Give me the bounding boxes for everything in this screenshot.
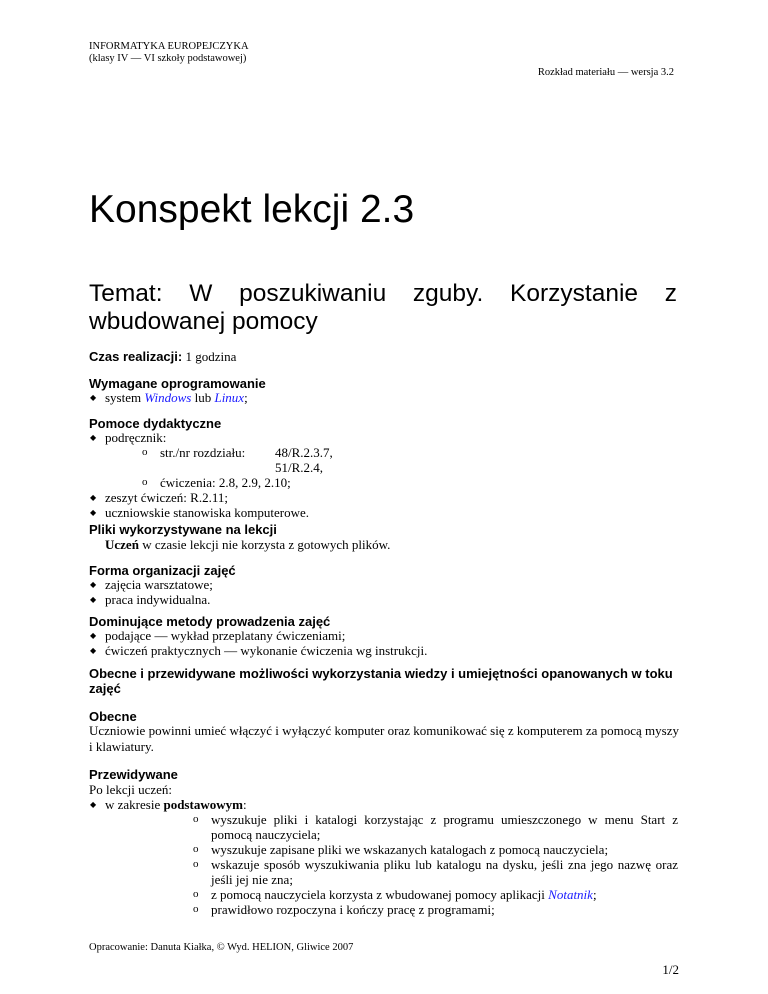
files-heading: Pliki wykorzystywane na lekcji (89, 522, 277, 537)
page-title: Konspekt lekcji 2.3 (89, 188, 415, 231)
sub-bullet-icon: o (193, 813, 199, 825)
app-name-notatnik: Notatnik (548, 887, 593, 902)
pages-value-1: 48/R.2.3.7, (275, 445, 333, 460)
software-heading: Wymagane oprogramowanie (89, 376, 266, 391)
skills-heading: Obecne i przewidywane możliwości wykorzystania wiedzy i umiejętności opanowanych w toku zajęć (89, 666, 673, 696)
software-list (89, 390, 248, 405)
methods-heading: Dominujące metody prowadzenia zajęć (89, 614, 331, 629)
expected-heading: Przewidywane (89, 767, 178, 782)
aids-list (89, 430, 166, 445)
pages-label: str./nr rozdziału: (160, 445, 246, 460)
files-text: Uczeń w czasie lekcji nie korzysta z gotowych plików. (105, 537, 391, 552)
lesson-topic: Temat: W poszukiwaniu zguby. Korzystanie z wbudowanej pomocy (89, 280, 677, 335)
sub-bullet-icon: o (193, 888, 199, 900)
list-item: ◆ uczniowskie stanowiska komputerowe. (89, 505, 309, 520)
expected-item: wyszukuje zapisane pliki we wskazanych katalogach z pomocą nauczyciela; (211, 842, 609, 857)
app-name-windows: Windows (144, 390, 192, 405)
current-text: Uczniowie powinni umieć włączyć i wyłączyć komputer oraz komunikować się z komputerem za pomocą myszy i klawiatury. (89, 723, 679, 754)
duration-value: 1 godzina (185, 349, 237, 364)
list-item: ◆ w zakresie podstawowym: (89, 797, 247, 812)
form-list (89, 577, 213, 607)
sub-bullet-icon: o (193, 858, 199, 870)
form-heading: Forma organizacji zajęć (89, 563, 236, 578)
aids-list-cont (89, 490, 309, 520)
sub-bullet-icon: o (142, 476, 148, 488)
methods-list (89, 628, 427, 658)
footer-credit: Opracowanie: Danuta Kiałka, © Wyd. HELION, Gliwice 2007 (89, 942, 354, 953)
expected-item: wskazuje sposób wyszukiwania pliku lub katalogu na dysku, jeśli zna jego nazwę oraz jeśli jej nie zna; (211, 857, 678, 887)
current-heading: Obecne (89, 709, 137, 724)
expected-item: z pomocą nauczyciela korzysta z wbudowanej pomocy aplikacji Notatnik; (211, 887, 597, 902)
running-header (89, 41, 249, 65)
header-grade-range: (klasy IV — VI szkoły podstawowej) (89, 53, 247, 64)
scope-list (89, 797, 247, 812)
header-series-title: INFORMATYKA EUROPEJCZYKA (89, 41, 249, 52)
sub-bullet-icon: o (142, 446, 148, 458)
list-item: ◆ zeszyt ćwiczeń: R.2.11; (89, 490, 309, 505)
list-item: ◆ system Windows lub Linux; (89, 390, 248, 405)
files-subject: Uczeń (105, 537, 139, 552)
list-item: ◆ ćwiczeń praktycznych — wykonanie ćwiczenia wg instrukcji. (89, 643, 427, 658)
expected-item: wyszukuje pliki i katalogi korzystając z programu umieszczonego w menu Start z pomocą nauczyciela; (211, 812, 678, 842)
sub-bullet-icon: o (193, 843, 199, 855)
expected-item: prawidłowo rozpoczyna i kończy pracę z programami; (211, 902, 495, 917)
sub-bullet-icon: o (193, 903, 199, 915)
exercises-ref: ćwiczenia: 2.8, 2.9, 2.10; (160, 475, 291, 490)
duration-line (89, 349, 236, 365)
list-item: ◆ zajęcia warsztatowe; (89, 577, 213, 592)
page-number: 1/2 (662, 962, 679, 977)
list-item: ◆ praca indywidualna. (89, 592, 213, 607)
scope-level: podstawowym (163, 797, 243, 812)
list-item: ◆ podające — wykład przeplatany ćwiczeniami; (89, 628, 427, 643)
header-version: Rozkład materiału — wersja 3.2 (537, 67, 674, 78)
aids-heading: Pomoce dydaktyczne (89, 416, 222, 431)
pages-value-2: 51/R.2.4, (275, 460, 324, 475)
duration-label: Czas realizacji: (89, 349, 183, 364)
list-item: ◆ podręcznik: (89, 430, 166, 445)
app-name-linux: Linux (214, 390, 245, 405)
expected-intro: Po lekcji uczeń: (89, 782, 173, 797)
